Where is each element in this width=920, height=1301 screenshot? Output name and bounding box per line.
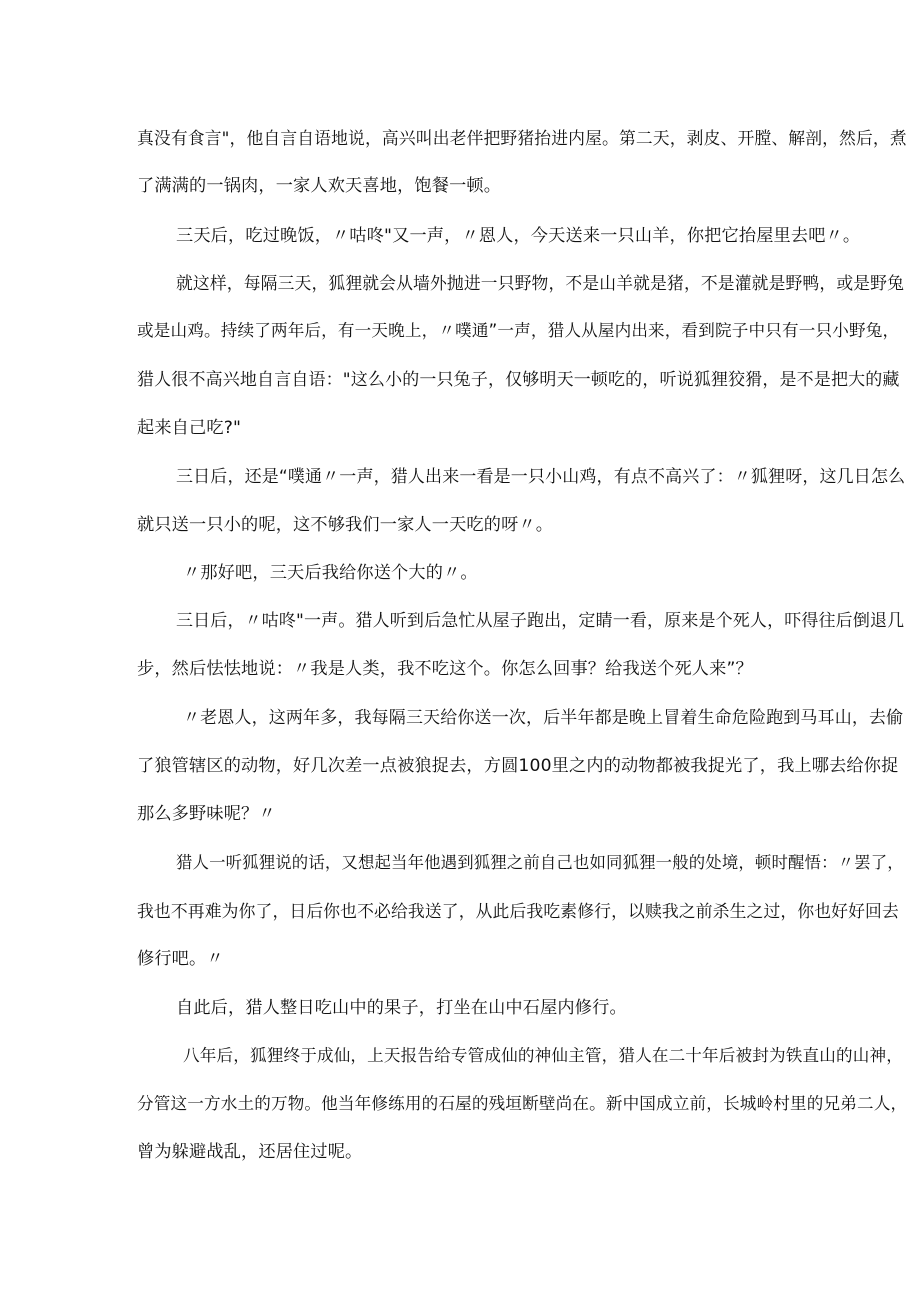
text-line: 就只送一只小的呢，这不够我们一家人一天吃的呀〃。 <box>137 515 554 535</box>
text-line: 自此后，猎人整日吃山中的果子，打坐在山中石屋内修行。 <box>176 998 627 1018</box>
text-line: 三日后，还是“噗通〃一声，猎人出来一看是一只小山鸡，有点不高兴了：〃狐狸呀，这几日怎么 <box>176 467 906 487</box>
text-line: 真没有食言"，他自言自语地说，高兴叫出老伴把野猪抬进内屋。第二天，剥皮、开膛、解剖，然后，煮 <box>137 128 907 148</box>
text-line: 了狼管辖区的动物，好几次差一点被狼捉去，方圆100里之内的动物都被我捉光了，我上哪去给你捉 <box>137 756 899 776</box>
text-line: 〃那好吧，三天后我给你送个大的〃。 <box>183 563 478 583</box>
text-line: 修行吧。〃 <box>137 949 224 969</box>
text-line: 三天后，吃过晚饭，〃咕咚"又一声，〃恩人，今天送来一只山羊，你把它抬屋里去吧〃。 <box>176 226 861 246</box>
text-line: 曾为躲避战乱，还居住过呢。 <box>137 1142 363 1162</box>
text-line: 猎人很不高兴地自言自语："这么小的一只兔子，仅够明天一顿吃的，听说狐狸狡猾，是不是把大的藏 <box>137 370 900 390</box>
text-line: 或是山鸡。持续了两年后，有一天晚上，〃噗通”一声，猎人从屋内出来，看到院子中只有一只小野兔， <box>137 321 900 340</box>
text-line: 猎人一听狐狸说的话，又想起当年他遇到狐狸之前自己也如同狐狸一般的处境，顿时醒悟：〃罢了， <box>176 853 904 872</box>
text-line: 分管这一方水土的万物。他当年修练用的石屋的残垣断壁尚在。新中国成立前，长城岭村里的兄弟二人， <box>137 1094 907 1113</box>
text-line: 〃老恩人，这两年多，我每隔三天给你送一次，后半年都是晚上冒着生命危险跑到马耳山，去偷 <box>183 708 904 728</box>
text-line: 三日后，〃咕咚"一声。猎人听到后急忙从屋子跑出，定睛一看，原来是个死人，吓得往后倒退几 <box>176 611 905 631</box>
text-line: 步，然后怯怯地说：〃我是人类，我不吃这个。你怎么回事？给我送个死人来”？ <box>137 659 753 679</box>
text-line: 八年后，狐狸终于成仙，上天报告给专管成仙的神仙主管，猎人在二十年后被封为铁直山的山神， <box>183 1046 903 1065</box>
text-line: 就这样，每隔三天，狐狸就会从墙外抛进一只野物，不是山羊就是猪，不是灌就是野鸭，或是野兔 <box>176 273 905 293</box>
text-line: 我也不再难为你了，日后你也不必给我送了，从此后我吃素修行，以赎我之前杀生之过，你也好好回去 <box>137 901 899 921</box>
text-line: 了满满的一锅肉，一家人欢天喜地，饱餐一顿。 <box>137 176 502 196</box>
text-line: 起来自己吃?" <box>137 418 242 438</box>
text-line: 那么多野味呢？〃 <box>137 804 276 824</box>
